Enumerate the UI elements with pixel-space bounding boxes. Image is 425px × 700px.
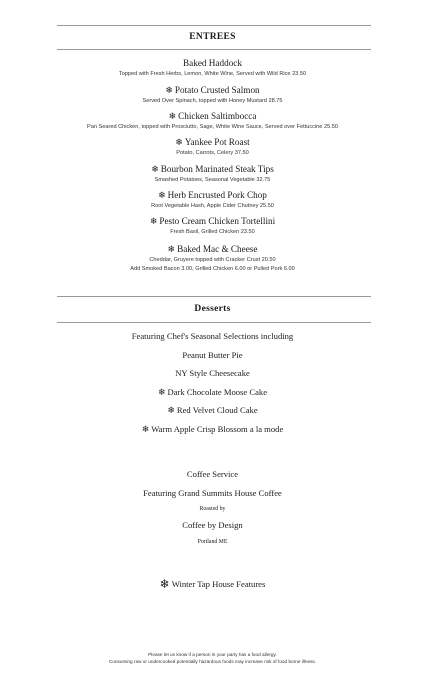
entrees-title: ENTREES [189, 32, 236, 42]
desserts-intro: Featuring Chef's Seasonal Selections including [131, 331, 294, 341]
entree-description: Add Smoked Bacon 3.00, Grilled Chicken 6.00 or Pulled Pork 6.00 [130, 266, 295, 272]
entree-name-text: Yankee Pot Roast [184, 137, 250, 147]
dessert-item [0, 368, 425, 378]
entree-description: Potato, Carrots, Celery 37.50 [176, 150, 249, 156]
entree-name [0, 244, 425, 255]
entree-name [0, 190, 425, 201]
entree-description: Root Vegetable Hash, Apple Cider Chutney 25.50 [151, 203, 274, 209]
coffee-roaster: Coffee by Design [182, 520, 243, 530]
entree-name [0, 111, 425, 122]
dessert-item [0, 405, 425, 416]
snowflake-icon: ❄ [167, 406, 175, 416]
entree-description: Cheddar, Gruyere topped with Cracker Crust 20.50 [149, 257, 276, 263]
entree-name-text: Baked Haddock [183, 58, 242, 68]
dessert-item [0, 387, 425, 398]
entrees-top-rule [57, 25, 371, 26]
entree-name-text: Herb Encrusted Pork Chop [167, 190, 267, 200]
snowflake-icon: ❄ [159, 577, 170, 591]
dessert-name-text: NY Style Cheesecake [175, 368, 250, 378]
entrees-bottom-rule [57, 49, 371, 50]
entree-name-text: Potato Crusted Salmon [174, 85, 260, 95]
entree-name [0, 58, 425, 68]
snowflake-icon: ❄ [165, 86, 173, 96]
desserts-top-rule [57, 296, 371, 297]
entree-name [0, 216, 425, 227]
entree-name-text: Baked Mac & Cheese [177, 244, 258, 254]
snowflake-icon: ❄ [175, 138, 183, 148]
snowflake-icon: ❄ [158, 191, 166, 201]
entree-description: Pan Seared Chicken, topped with Prosciutto, Sage, White Wine Sauce, Served over Fettuccine 25.50 [87, 124, 338, 130]
coffee-roasted-by: Roasted by [199, 506, 226, 512]
snowflake-icon: ❄ [149, 217, 158, 227]
dessert-item [0, 350, 425, 360]
winter-features-label: Winter Tap House Features [171, 579, 266, 589]
food-warning: Consuming raw or undercooked potentially hazardous foods may increase risk of food borne illness. [108, 659, 317, 664]
snowflake-icon: ❄ [141, 425, 150, 435]
winter-features [0, 576, 425, 590]
dessert-item [0, 424, 425, 435]
entree-name-text: Chicken Saltimbocca [178, 111, 257, 121]
allergy-notice: Please let us know if a person in your party has a food allergy. [148, 652, 277, 657]
snowflake-icon: ❄ [168, 112, 177, 122]
entree-name [0, 137, 425, 148]
entree-name [0, 164, 425, 175]
coffee-title: Coffee Service [186, 469, 239, 479]
entree-name-text: Bourbon Marinated Steak Tips [160, 164, 274, 174]
entree-name-text: Pesto Cream Chicken Tortellini [159, 216, 276, 226]
dessert-name-text: Dark Chocolate Moose Cake [167, 387, 268, 397]
entree-description: Smashed Potatoes, Seasonal Vegetable 32.75 [154, 177, 271, 183]
snowflake-icon: ❄ [167, 245, 176, 255]
dessert-name-text: Warm Apple Crisp Blossom a la mode [151, 424, 284, 434]
dessert-name-text: Peanut Butter Pie [182, 350, 243, 360]
desserts-title: Desserts [194, 304, 231, 314]
snowflake-icon: ❄ [157, 388, 166, 398]
snowflake-icon: ❄ [151, 165, 159, 175]
coffee-location: Portland ME [197, 539, 228, 545]
dessert-name-text: Red Velvet Cloud Cake [176, 405, 258, 415]
entree-description: Topped with Fresh Herbs, Lemon, White Wine, Served with Wild Rice 23.50 [118, 71, 307, 77]
desserts-bottom-rule [57, 322, 371, 323]
entree-description: Served Over Spinach, topped with Honey Mustard 28.75 [142, 98, 283, 104]
entree-description: Fresh Basil, Grilled Chicken 23.50 [170, 229, 255, 235]
entree-name [0, 85, 425, 96]
coffee-featuring: Featuring Grand Summits House Coffee [143, 488, 282, 498]
